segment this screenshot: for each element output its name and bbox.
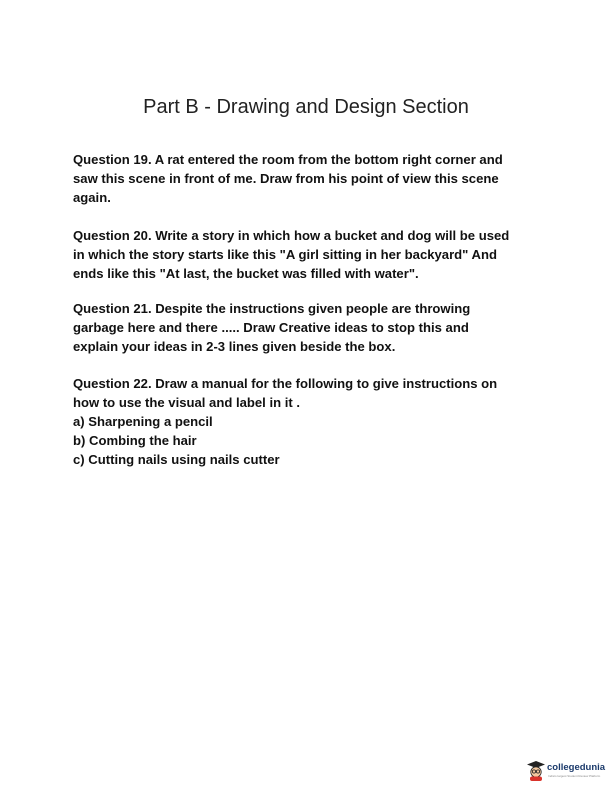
page-title: Part B - Drawing and Design Section <box>143 96 469 118</box>
question-22 <box>73 374 553 469</box>
question-line: Question 19. A rat entered the room from the bottom right corner and <box>73 152 503 167</box>
question-21 <box>73 299 553 356</box>
question-line: how to use the visual and label in it . <box>73 395 300 410</box>
question-line: saw this scene in front of me. Draw from his point of view this scene <box>73 171 499 186</box>
question-20 <box>73 226 553 283</box>
sub-item-c: c) Cutting nails using nails cutter <box>73 452 280 467</box>
question-line: garbage here and there ..... Draw Creative ideas to stop this and <box>73 320 469 335</box>
question-19 <box>73 150 553 207</box>
question-line: explain your ideas in 2-3 lines given beside the box. <box>73 339 396 354</box>
question-line: ends like this "At last, the bucket was filled with water". <box>73 266 419 281</box>
question-line: in which the story starts like this "A girl sitting in her backyard" And <box>73 247 497 262</box>
question-line: Question 20. Write a story in which how a bucket and dog will be used <box>73 228 510 243</box>
question-line: Question 21. Despite the instructions given people are throwing <box>73 301 471 316</box>
sub-item-a: a) Sharpening a pencil <box>73 414 213 429</box>
brand-name: collegedunia <box>547 762 606 773</box>
collegedunia-watermark <box>527 760 607 782</box>
question-line: again. <box>73 190 111 205</box>
question-line: Question 22. Draw a manual for the following to give instructions on <box>73 376 498 391</box>
student-mascot-icon <box>527 761 545 781</box>
brand-tagline: India's largest Student Review Platform <box>548 774 601 778</box>
sub-item-b: b) Combing the hair <box>73 433 197 448</box>
